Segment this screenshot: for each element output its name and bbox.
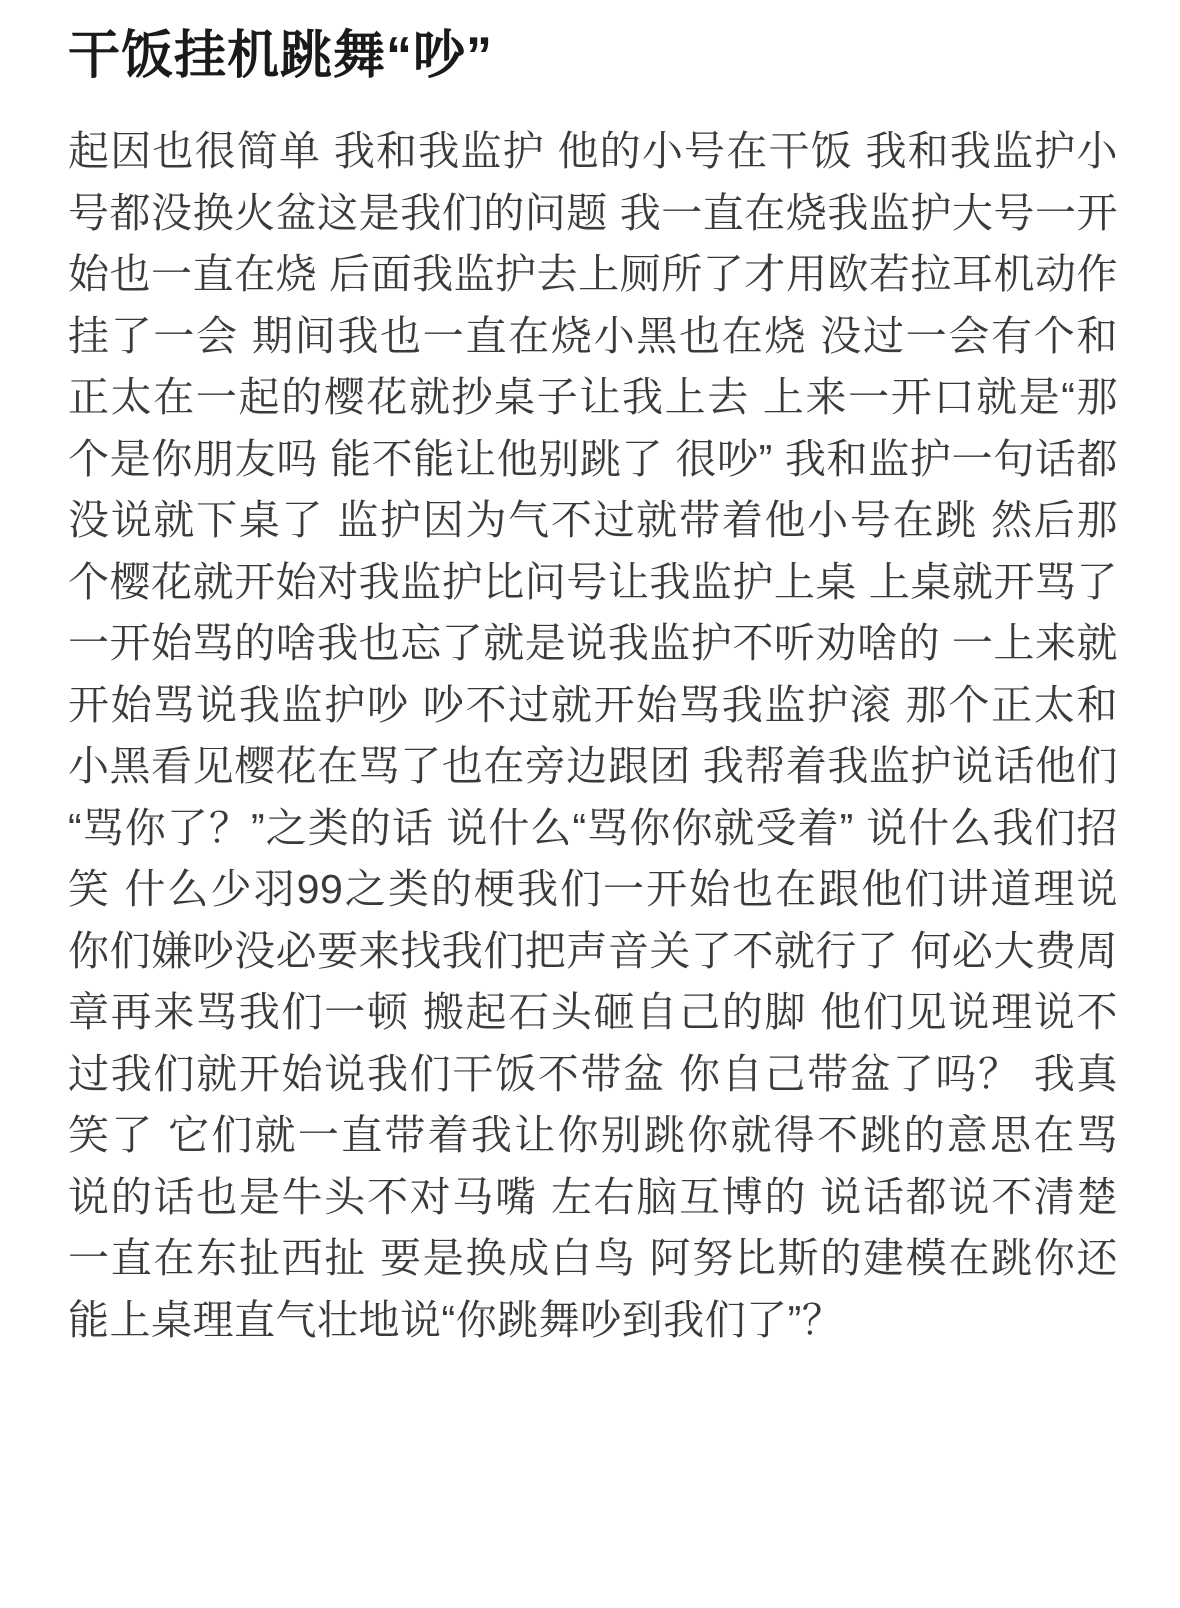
document-body-text: 起因也很简单 我和我监护 他的小号在干饭 我和我监护小号都没换火盆这是我们的问题 我一直在烧我监护大号一开始也一直在烧 后面我监护去上厕所了才用欧若拉耳机动作挂了一会 期间我也一直在烧小黑也在烧 没过一会有个和正太在一起的樱花就抄桌子让我上去 上来一开口就是“那个是你朋友吗 能不能让他别跳了 很吵” 我和监护一句话都没说就下桌了 监护因为气不过就带着他小号在跳 然后那个樱花就开始对我监护比问号让我监护上桌 上桌就开骂了 一开始骂的啥我也忘了就是说我监护不听劝啥的 一上来就开始骂说我监护吵 吵不过就开始骂我监护滚 那个正太和小黑看见樱花在骂了也在旁边跟团 我帮着我监护说话他们“骂你了？”之类的话 说什么“骂你你就受着” 说什么我们招笑 什么少羽99之类的梗我们一开始也在跟他们讲道理说你们嫌吵没必要来找我们把声音关了不就行了 何必大费周章再来骂我们一顿 搬起石头砸自己的脚 他们见说理说不过我们就开始说我们干饭不带盆 你自己带盆了吗？ 我真笑了 它们就一直带着我让你别跳你就得不跳的意思在骂 说的话也是牛头不对马嘴 左右脑互博的 说话都说不清楚 一直在东扯西扯 要是换成白鸟 阿努比斯的建模在跳你还能上桌理直气壮地说“你跳舞吵到我们了”？	[68, 128, 1130, 1343]
page-title: 干饭挂机跳舞“吵”	[68, 27, 494, 85]
